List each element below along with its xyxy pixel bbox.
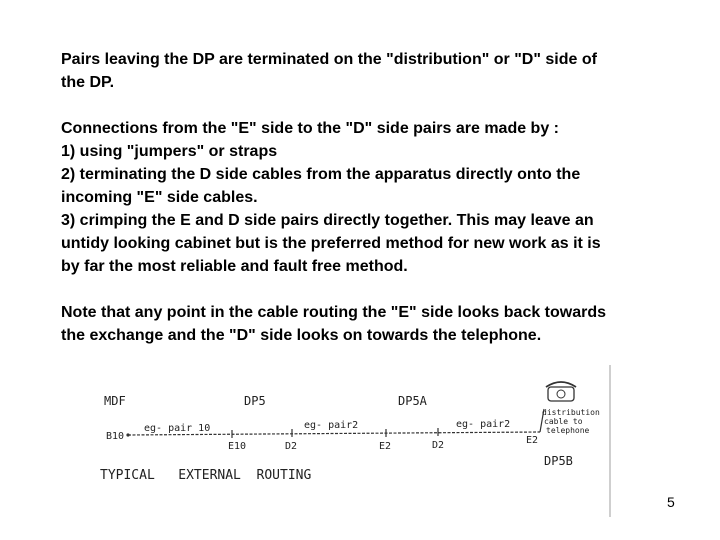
method-jumpers: 1) using "jumpers" or straps (61, 143, 278, 160)
label-dp5: DP5 (244, 394, 266, 408)
label-cable-to: cable to (544, 417, 583, 426)
label-pair-10: eg- pair 10 (144, 423, 211, 434)
page-number: 5 (667, 494, 675, 510)
external-routing-sketch (92, 365, 612, 517)
label-d2-second: D2 (432, 440, 445, 451)
label-pair-2-second: eg- pair2 (456, 419, 511, 430)
label-pair-2-first: eg- pair2 (304, 420, 359, 431)
paragraph-routing-note: Note that any point in the cable routing the "E" side looks back towards the exchange and the "D" side looks on towards the telephone. (61, 304, 607, 344)
connections-intro: Connections from the "E" side to the "D" side pairs are made by : (61, 120, 559, 137)
label-distribution: distribution (542, 408, 600, 417)
label-b10: B10 (106, 431, 125, 442)
paragraph-gap (61, 278, 683, 301)
paragraph-distribution-side: Pairs leaving the DP are terminated on the "distribution" or "D" side of the DP. (61, 51, 597, 91)
label-telephone: telephone (546, 426, 590, 435)
label-e2-first: E2 (379, 441, 392, 452)
label-dp5a: DP5A (398, 394, 427, 408)
slide-body (61, 48, 683, 347)
routing-caption: TYPICAL EXTERNAL ROUTING (100, 468, 312, 483)
method-terminating: 2) terminating the D side cables from the apparatus directly onto the incoming "E" side cables. (61, 166, 581, 206)
label-mdf: MDF (104, 394, 126, 408)
label-dp5b: DP5B (544, 454, 573, 468)
label-e10: E10 (228, 441, 247, 452)
paragraph-gap (61, 94, 683, 117)
label-d2-first: D2 (285, 441, 298, 452)
point-b10 (126, 433, 129, 436)
method-crimping: 3) crimping the E and D side pairs directly together. This may leave an untidy looking cabinet but is the preferred method for new work as it is by far the most reliable and fault free method. (61, 212, 601, 275)
telephone-icon (546, 382, 576, 401)
label-e2-second: E2 (526, 435, 539, 446)
